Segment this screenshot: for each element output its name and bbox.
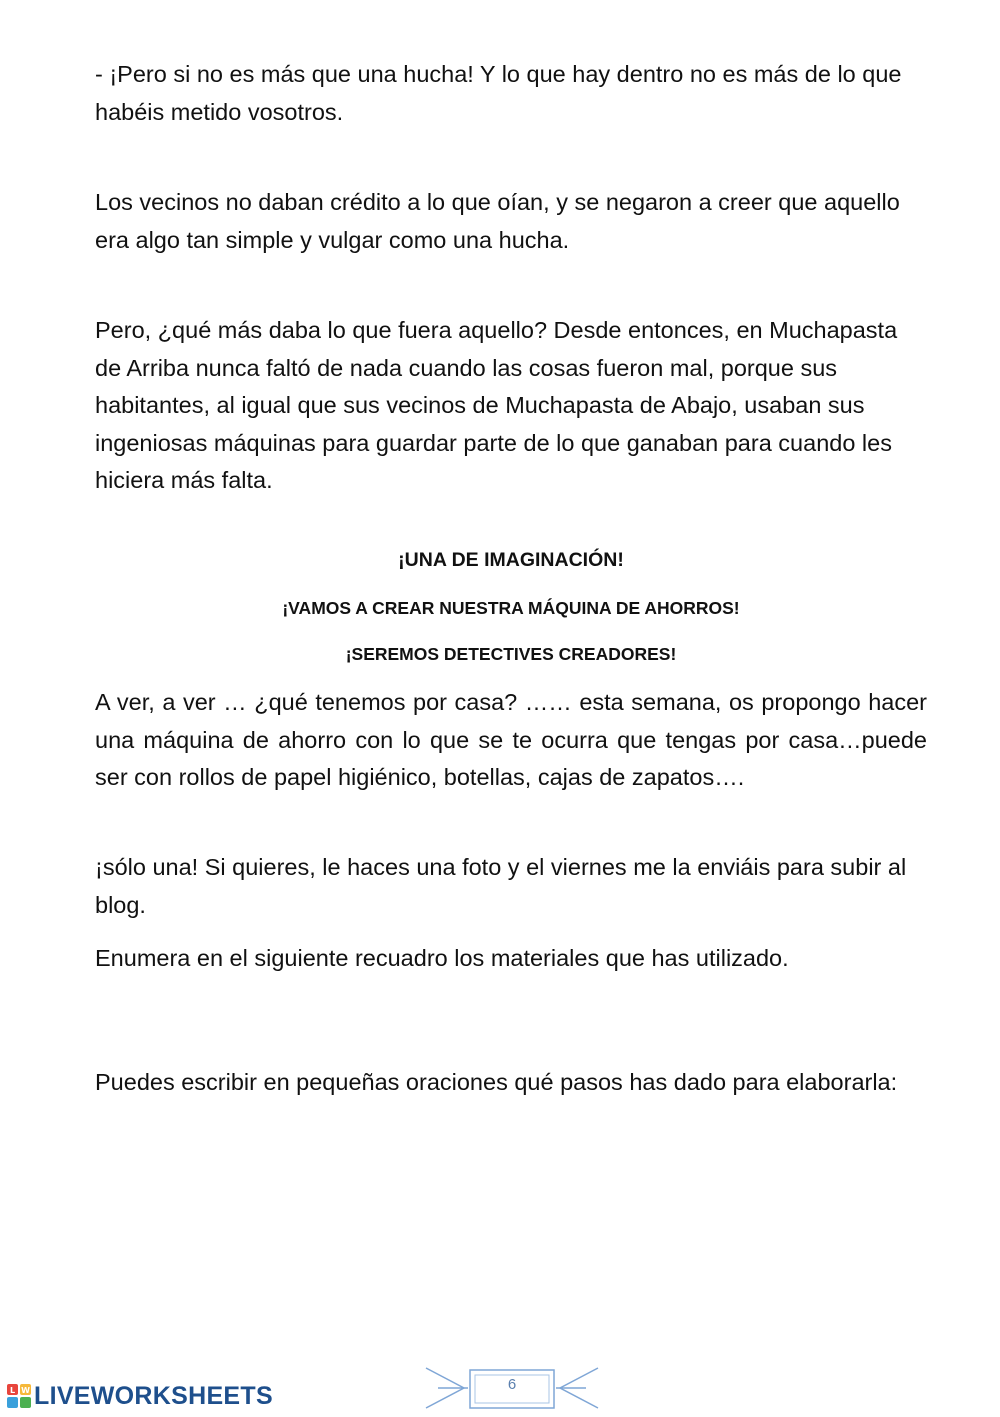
story-paragraph-3: Pero, ¿qué más daba lo que fuera aquello? Desde entonces, en Muchapasta de Arriba nunca faltó de nada cuando las cosas fueron mal, porque sus habitantes, al igual que sus vecinos de Muchapasta de Abajo, usaban sus ingeniosas máquinas para guardar parte de lo que ganaban para cuando les hiciera más falta. — [95, 317, 898, 493]
story-paragraph-2: Los vecinos no daban crédito a lo que oían, y se negaron a creer que aquello era algo tan simple y vulgar como una hucha. — [95, 189, 900, 253]
liveworksheets-logo-icon — [6, 1383, 32, 1409]
page-number: 6 — [507, 1376, 517, 1393]
liveworksheets-logo-text: LIVEWORKSHEETS — [34, 1382, 273, 1410]
heading-imagination: ¡UNA DE IMAGINACIÓN! — [398, 549, 624, 571]
materials-prompt: Enumera en el siguiente recuadro los materiales que has utilizado. — [95, 945, 789, 971]
heading-detectives: ¡SEREMOS DETECTIVES CREADORES! — [345, 644, 677, 664]
page-number-ribbon — [424, 1362, 600, 1412]
svg-text:L: L — [9, 1386, 16, 1395]
steps-prompt: Puedes escribir en pequeñas oraciones qué pasos has dado para elaborarla: — [95, 1069, 898, 1095]
heading-savings-machine: ¡VAMOS A CREAR NUESTRA MÁQUINA DE AHORROS! — [282, 598, 740, 618]
liveworksheets-logo[interactable] — [6, 1381, 273, 1411]
activity-instructions: A ver, a ver … ¿qué tenemos por casa? …… esta semana, os propongo hacer una máquina de ahorro con lo que se te ocurra que tengas por casa…puede ser con rollos de papel higiénico, botellas, cajas de zapatos…. — [95, 689, 927, 790]
story-paragraph-1: - ¡Pero si no es más que una hucha! Y lo que hay dentro no es más de lo que habéis metido vosotros. — [95, 61, 902, 125]
activity-photo-note: ¡sólo una! Si quieres, le haces una foto y el viernes me la enviáis para subir al blog. — [95, 854, 907, 918]
svg-text:W: W — [21, 1386, 30, 1395]
